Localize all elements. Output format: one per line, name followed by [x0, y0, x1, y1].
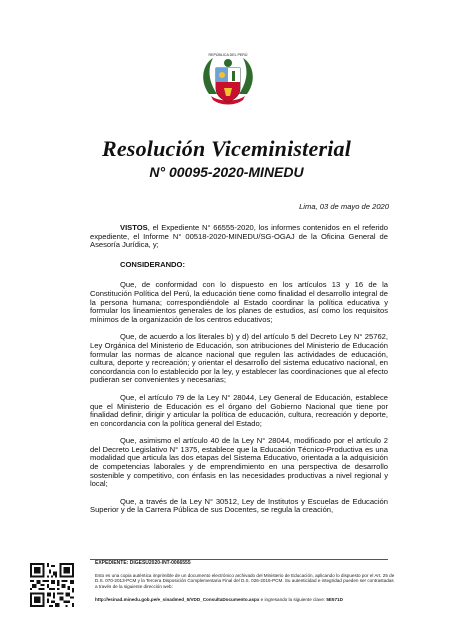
expediente-label: EXPEDIENTE: DIGESU2020-INT-0066555 — [95, 560, 191, 566]
considerando-heading: CONSIDERANDO: — [120, 259, 185, 269]
vistos-text: , el Expediente N° 66555-2020, los informes contenidos en el referido expediente, el Informe N° 00518-2020-MINEDU/SG-OGAJ de la Oficina General de Asesoría Jurídica, y; — [90, 223, 388, 250]
verification-key: 5E571D — [326, 597, 343, 603]
verification-line — [95, 597, 395, 603]
resolution-number: N° 00095-2020-MINEDU — [149, 164, 304, 180]
document-body — [90, 224, 388, 524]
svg-text:REPÚBLICA DEL PERÚ: REPÚBLICA DEL PERÚ — [208, 53, 248, 57]
document-title: Resolución Viceministerial — [101, 136, 352, 161]
paragraph-5: Que, a través de la Ley N° 30512, Ley de Institutos y Escuelas de Educación Superior y de la Carrera Pública de sus Docentes, se regula la creación, — [90, 496, 388, 515]
paragraph-1: Que, de conformidad con lo dispuesto en los artículos 13 y 16 de la Constitución Política del Perú, la educación tiene como finalidad el desarrollo integral de la persona humana; correspondiéndole al Estado coordinar la política educativa y formular los lineamientos generales de los planes de estudios, así como los requisitos mínimos de la organización de los centros educativos; — [90, 280, 388, 324]
paragraph-4: Que, asimismo el artículo 40 de la Ley N° 28044, modificado por el artículo 2 del Decreto Legislativo N° 1375, establece que la Educación Técnico-Productiva es una modalidad que articula las dos etapas del Sistema Educativo, orientada a la adquisición de competencias laborales y de emprendimiento en una perspectiva de desarrollo sostenible y competitivo, con énfasis en las necesidades productivas a nivel regional y local; — [90, 436, 388, 489]
peru-crest-icon — [199, 50, 257, 116]
footer — [95, 561, 395, 603]
verification-url-link[interactable]: http://esinad.minedu.gob.pe/e_sinadmed_5/VDD_ConsultaDocumento.aspx — [95, 597, 260, 603]
document-date: Lima, 03 de mayo de 2020 — [299, 202, 389, 211]
vistos-paragraph — [90, 224, 388, 250]
vistos-label: VISTOS — [120, 223, 148, 232]
paragraph-3: Que, el artículo 79 de la Ley N° 28044, Ley General de Educación, establece que el Ministerio de Educación es el órgano del Gobierno Nacional que tiene por finalidad definir, dirigir y articular la política de educación, cultura, recreación y deporte, en concordancia con la política general del Estado; — [90, 392, 388, 428]
qr-code-icon — [30, 563, 74, 607]
qr-code-graphic — [30, 563, 74, 607]
paragraph-2: Que, de acuerdo a los literales b) y d) del artículo 5 del Decreto Ley N° 25762, Ley Orgánica del Ministerio de Educación, son atribuciones del Ministerio de Educación formular las normas de alcance nacional que regulen las actividades de educación, cultura, deporte y recreación; y orientar el desarrollo del sistema educativo nacional, en concordancia con lo establecido por la ley, y establecer las coordinaciones que al efecto pudieran ser convenientes y necesarias; — [90, 332, 388, 385]
authenticity-note: Esto es una copia auténtica imprimible de un documento electrónico archivado del Ministerio de Educación, aplicando lo dispuesto por el Art. 25 de D.S. 070-2013-PCM y la Tercera Disposición Complementaria Final del D.S. 026-2016-PCM. Su autenticidad e integridad pueden ser contrastadas a través de la siguiente dirección web: — [95, 572, 395, 589]
coat-of-arms-emblem — [199, 50, 257, 116]
verification-url-suffix: e ingresando la siguiente clave: — [259, 597, 327, 603]
